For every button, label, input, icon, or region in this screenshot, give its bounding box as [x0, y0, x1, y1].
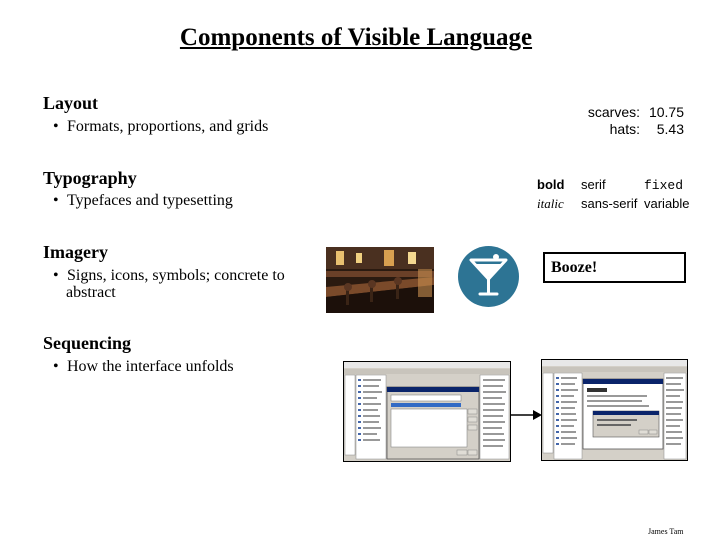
bullet-layout — [43, 118, 268, 136]
bullet-imagery-line2: abstract — [66, 284, 116, 301]
heading-layout: Layout — [43, 93, 99, 113]
bullet-dot-icon: • — [53, 358, 59, 375]
bullet-dot-icon: • — [53, 192, 59, 209]
bullet-sequencing-text: How the interface unfolds — [67, 358, 234, 375]
typo-sample-fixed: fixed — [644, 178, 684, 193]
martini-glass-icon — [458, 246, 519, 307]
bullet-typography-text: Typefaces and typesetting — [67, 192, 233, 209]
bar-interior-photo — [326, 247, 434, 313]
bullet-dot-icon: • — [53, 118, 59, 135]
heading-sequencing: Sequencing — [43, 333, 132, 353]
typo-sample-sans-serif: sans-serif — [581, 196, 638, 211]
bullet-imagery — [43, 267, 285, 285]
price-value-scarves: 10.75 — [648, 104, 684, 120]
typo-sample-variable: variable — [644, 196, 690, 211]
dialog-screenshot-2 — [541, 359, 688, 461]
typo-sample-bold: bold — [537, 177, 565, 192]
price-value-hats: 5.43 — [656, 121, 684, 137]
bullet-layout-text: Formats, proportions, and grids — [67, 118, 269, 135]
bullet-dot-icon: • — [53, 267, 59, 284]
price-label-hats: hats: — [609, 121, 640, 137]
right-arrow-icon — [511, 408, 543, 422]
bullet-sequencing — [43, 358, 234, 376]
dialog-screenshot-1 — [343, 361, 511, 462]
heading-typography: Typography — [43, 168, 137, 188]
bullet-typography — [43, 192, 233, 210]
bullet-imagery-text: Signs, icons, symbols; concrete to — [67, 267, 285, 284]
heading-imagery: Imagery — [43, 242, 108, 262]
author-credit: James Tam — [648, 527, 684, 536]
slide-title: Components of Visible Language — [179, 24, 533, 51]
typo-sample-italic: italic — [537, 196, 564, 211]
price-label-scarves: scarves: — [587, 104, 640, 120]
booze-sign-text: Booze! — [551, 259, 598, 276]
typo-sample-serif: serif — [581, 177, 606, 192]
